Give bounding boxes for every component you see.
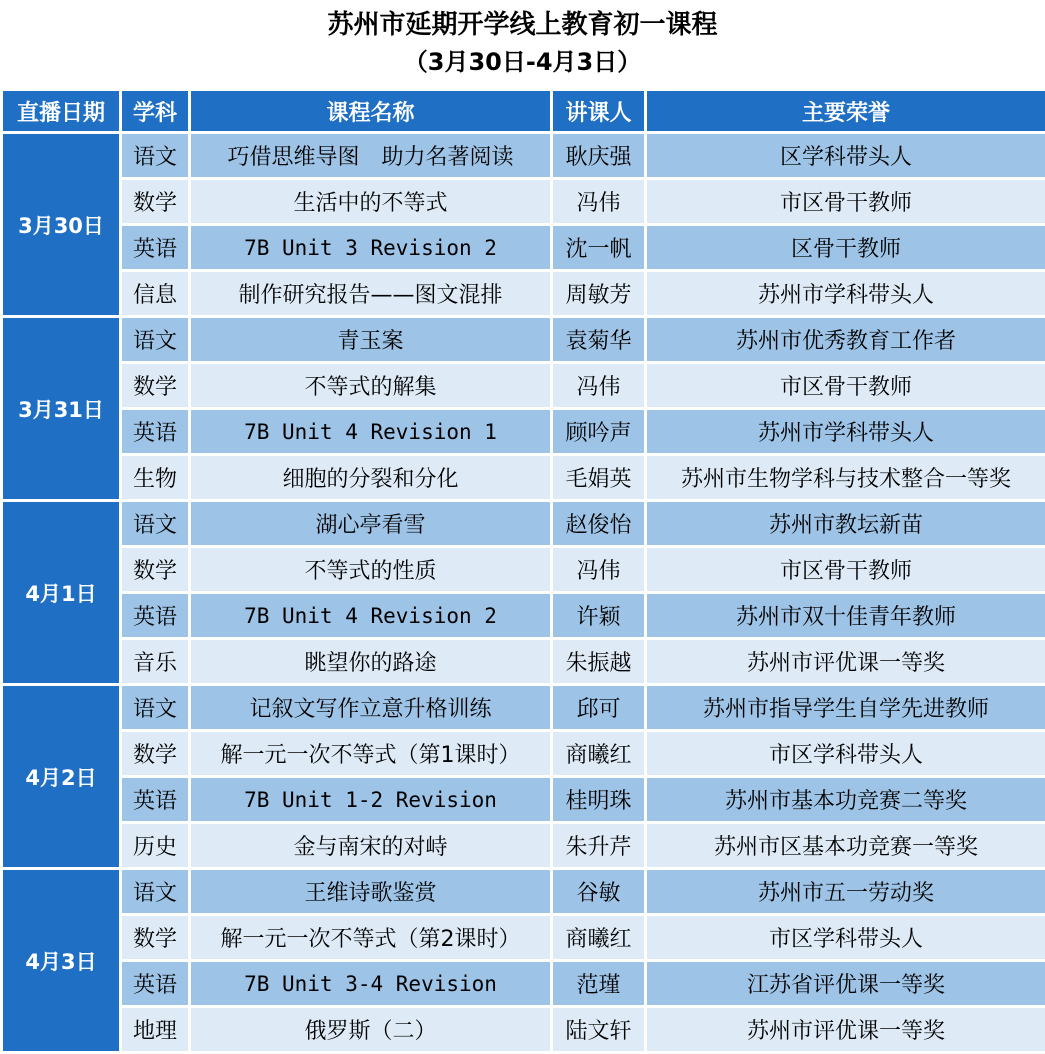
schedule-body (2, 133, 1045, 1053)
table-row (2, 501, 1045, 547)
honor-cell: 市区学科带头人 (646, 915, 1045, 961)
header-subject: 学科 (121, 90, 190, 133)
broadcast-date-cell: 4月3日 (2, 869, 121, 1053)
table-row (2, 455, 1045, 501)
teacher-cell: 赵俊怡 (552, 501, 646, 547)
teacher-cell: 许颖 (552, 593, 646, 639)
course-cell: 7B Unit 3 Revision 2 (190, 225, 552, 271)
honor-cell: 苏州市教坛新苗 (646, 501, 1045, 547)
course-cell: 眺望你的路途 (190, 639, 552, 685)
course-cell: 王维诗歌鉴赏 (190, 869, 552, 915)
subject-cell: 语文 (121, 501, 190, 547)
course-cell: 解一元一次不等式（第1课时） (190, 731, 552, 777)
honor-cell: 苏州市五一劳动奖 (646, 869, 1045, 915)
table-row (2, 593, 1045, 639)
teacher-cell: 周敏芳 (552, 271, 646, 317)
course-cell: 俄罗斯（二） (190, 1007, 552, 1053)
honor-cell: 苏州市评优课一等奖 (646, 639, 1045, 685)
teacher-cell: 朱升芹 (552, 823, 646, 869)
honor-cell: 苏州市基本功竞赛二等奖 (646, 777, 1045, 823)
header-course: 课程名称 (190, 90, 552, 133)
table-row (2, 1007, 1045, 1053)
course-cell: 青玉案 (190, 317, 552, 363)
teacher-cell: 范瑾 (552, 961, 646, 1007)
honor-cell: 苏州市区基本功竞赛一等奖 (646, 823, 1045, 869)
document-subtitle: （3月30日-4月3日） (0, 46, 1045, 78)
table-row (2, 869, 1045, 915)
honor-cell: 区骨干教师 (646, 225, 1045, 271)
course-cell: 7B Unit 4 Revision 2 (190, 593, 552, 639)
course-cell: 细胞的分裂和分化 (190, 455, 552, 501)
honor-cell: 区学科带头人 (646, 133, 1045, 179)
broadcast-date-cell: 4月1日 (2, 501, 121, 685)
broadcast-date-cell: 3月30日 (2, 133, 121, 317)
table-row (2, 363, 1045, 409)
teacher-cell: 冯伟 (552, 547, 646, 593)
subject-cell: 英语 (121, 225, 190, 271)
teacher-cell: 邱可 (552, 685, 646, 731)
table-row (2, 685, 1045, 731)
teacher-cell: 商曦红 (552, 915, 646, 961)
subject-cell: 数学 (121, 363, 190, 409)
honor-cell: 苏州市学科带头人 (646, 409, 1045, 455)
schedule-table (0, 88, 1045, 1054)
course-cell: 7B Unit 3-4 Revision (190, 961, 552, 1007)
subject-cell: 英语 (121, 593, 190, 639)
teacher-cell: 沈一帆 (552, 225, 646, 271)
table-row (2, 547, 1045, 593)
table-row (2, 961, 1045, 1007)
teacher-cell: 商曦红 (552, 731, 646, 777)
honor-cell: 苏州市优秀教育工作者 (646, 317, 1045, 363)
course-cell: 金与南宋的对峙 (190, 823, 552, 869)
subject-cell: 地理 (121, 1007, 190, 1053)
subject-cell: 英语 (121, 409, 190, 455)
header-date: 直播日期 (2, 90, 121, 133)
teacher-cell: 朱振越 (552, 639, 646, 685)
header-honor: 主要荣誉 (646, 90, 1045, 133)
subject-cell: 历史 (121, 823, 190, 869)
honor-cell: 市区骨干教师 (646, 179, 1045, 225)
course-cell: 生活中的不等式 (190, 179, 552, 225)
table-row (2, 731, 1045, 777)
table-row (2, 133, 1045, 179)
table-row (2, 823, 1045, 869)
honor-cell: 江苏省评优课一等奖 (646, 961, 1045, 1007)
honor-cell: 苏州市学科带头人 (646, 271, 1045, 317)
course-cell: 7B Unit 1-2 Revision (190, 777, 552, 823)
course-cell: 7B Unit 4 Revision 1 (190, 409, 552, 455)
table-row (2, 639, 1045, 685)
table-row (2, 271, 1045, 317)
subject-cell: 数学 (121, 547, 190, 593)
header-teacher: 讲课人 (552, 90, 646, 133)
subject-cell: 英语 (121, 777, 190, 823)
table-row (2, 409, 1045, 455)
honor-cell: 苏州市生物学科与技术整合一等奖 (646, 455, 1045, 501)
honor-cell: 苏州市指导学生自学先进教师 (646, 685, 1045, 731)
broadcast-date-cell: 4月2日 (2, 685, 121, 869)
table-row (2, 317, 1045, 363)
subject-cell: 数学 (121, 915, 190, 961)
subject-cell: 语文 (121, 869, 190, 915)
teacher-cell: 耿庆强 (552, 133, 646, 179)
teacher-cell: 陆文轩 (552, 1007, 646, 1053)
course-cell: 解一元一次不等式（第2课时） (190, 915, 552, 961)
subject-cell: 数学 (121, 731, 190, 777)
course-cell: 不等式的性质 (190, 547, 552, 593)
subject-cell: 语文 (121, 685, 190, 731)
course-cell: 记叙文写作立意升格训练 (190, 685, 552, 731)
course-cell: 制作研究报告——图文混排 (190, 271, 552, 317)
teacher-cell: 顾吟声 (552, 409, 646, 455)
subject-cell: 音乐 (121, 639, 190, 685)
subject-cell: 英语 (121, 961, 190, 1007)
document-title-block (0, 0, 1045, 88)
honor-cell: 苏州市双十佳青年教师 (646, 593, 1045, 639)
honor-cell: 市区骨干教师 (646, 547, 1045, 593)
teacher-cell: 毛娟英 (552, 455, 646, 501)
honor-cell: 市区学科带头人 (646, 731, 1045, 777)
table-row (2, 915, 1045, 961)
table-row (2, 777, 1045, 823)
table-row (2, 179, 1045, 225)
table-row (2, 225, 1045, 271)
teacher-cell: 谷敏 (552, 869, 646, 915)
subject-cell: 语文 (121, 317, 190, 363)
subject-cell: 生物 (121, 455, 190, 501)
course-cell: 巧借思维导图 助力名著阅读 (190, 133, 552, 179)
teacher-cell: 冯伟 (552, 179, 646, 225)
course-cell: 湖心亭看雪 (190, 501, 552, 547)
teacher-cell: 袁菊华 (552, 317, 646, 363)
teacher-cell: 桂明珠 (552, 777, 646, 823)
honor-cell: 苏州市评优课一等奖 (646, 1007, 1045, 1053)
table-header-row (2, 90, 1045, 133)
document-title: 苏州市延期开学线上教育初一课程 (0, 8, 1045, 42)
subject-cell: 信息 (121, 271, 190, 317)
subject-cell: 语文 (121, 133, 190, 179)
teacher-cell: 冯伟 (552, 363, 646, 409)
broadcast-date-cell: 3月31日 (2, 317, 121, 501)
course-cell: 不等式的解集 (190, 363, 552, 409)
honor-cell: 市区骨干教师 (646, 363, 1045, 409)
subject-cell: 数学 (121, 179, 190, 225)
